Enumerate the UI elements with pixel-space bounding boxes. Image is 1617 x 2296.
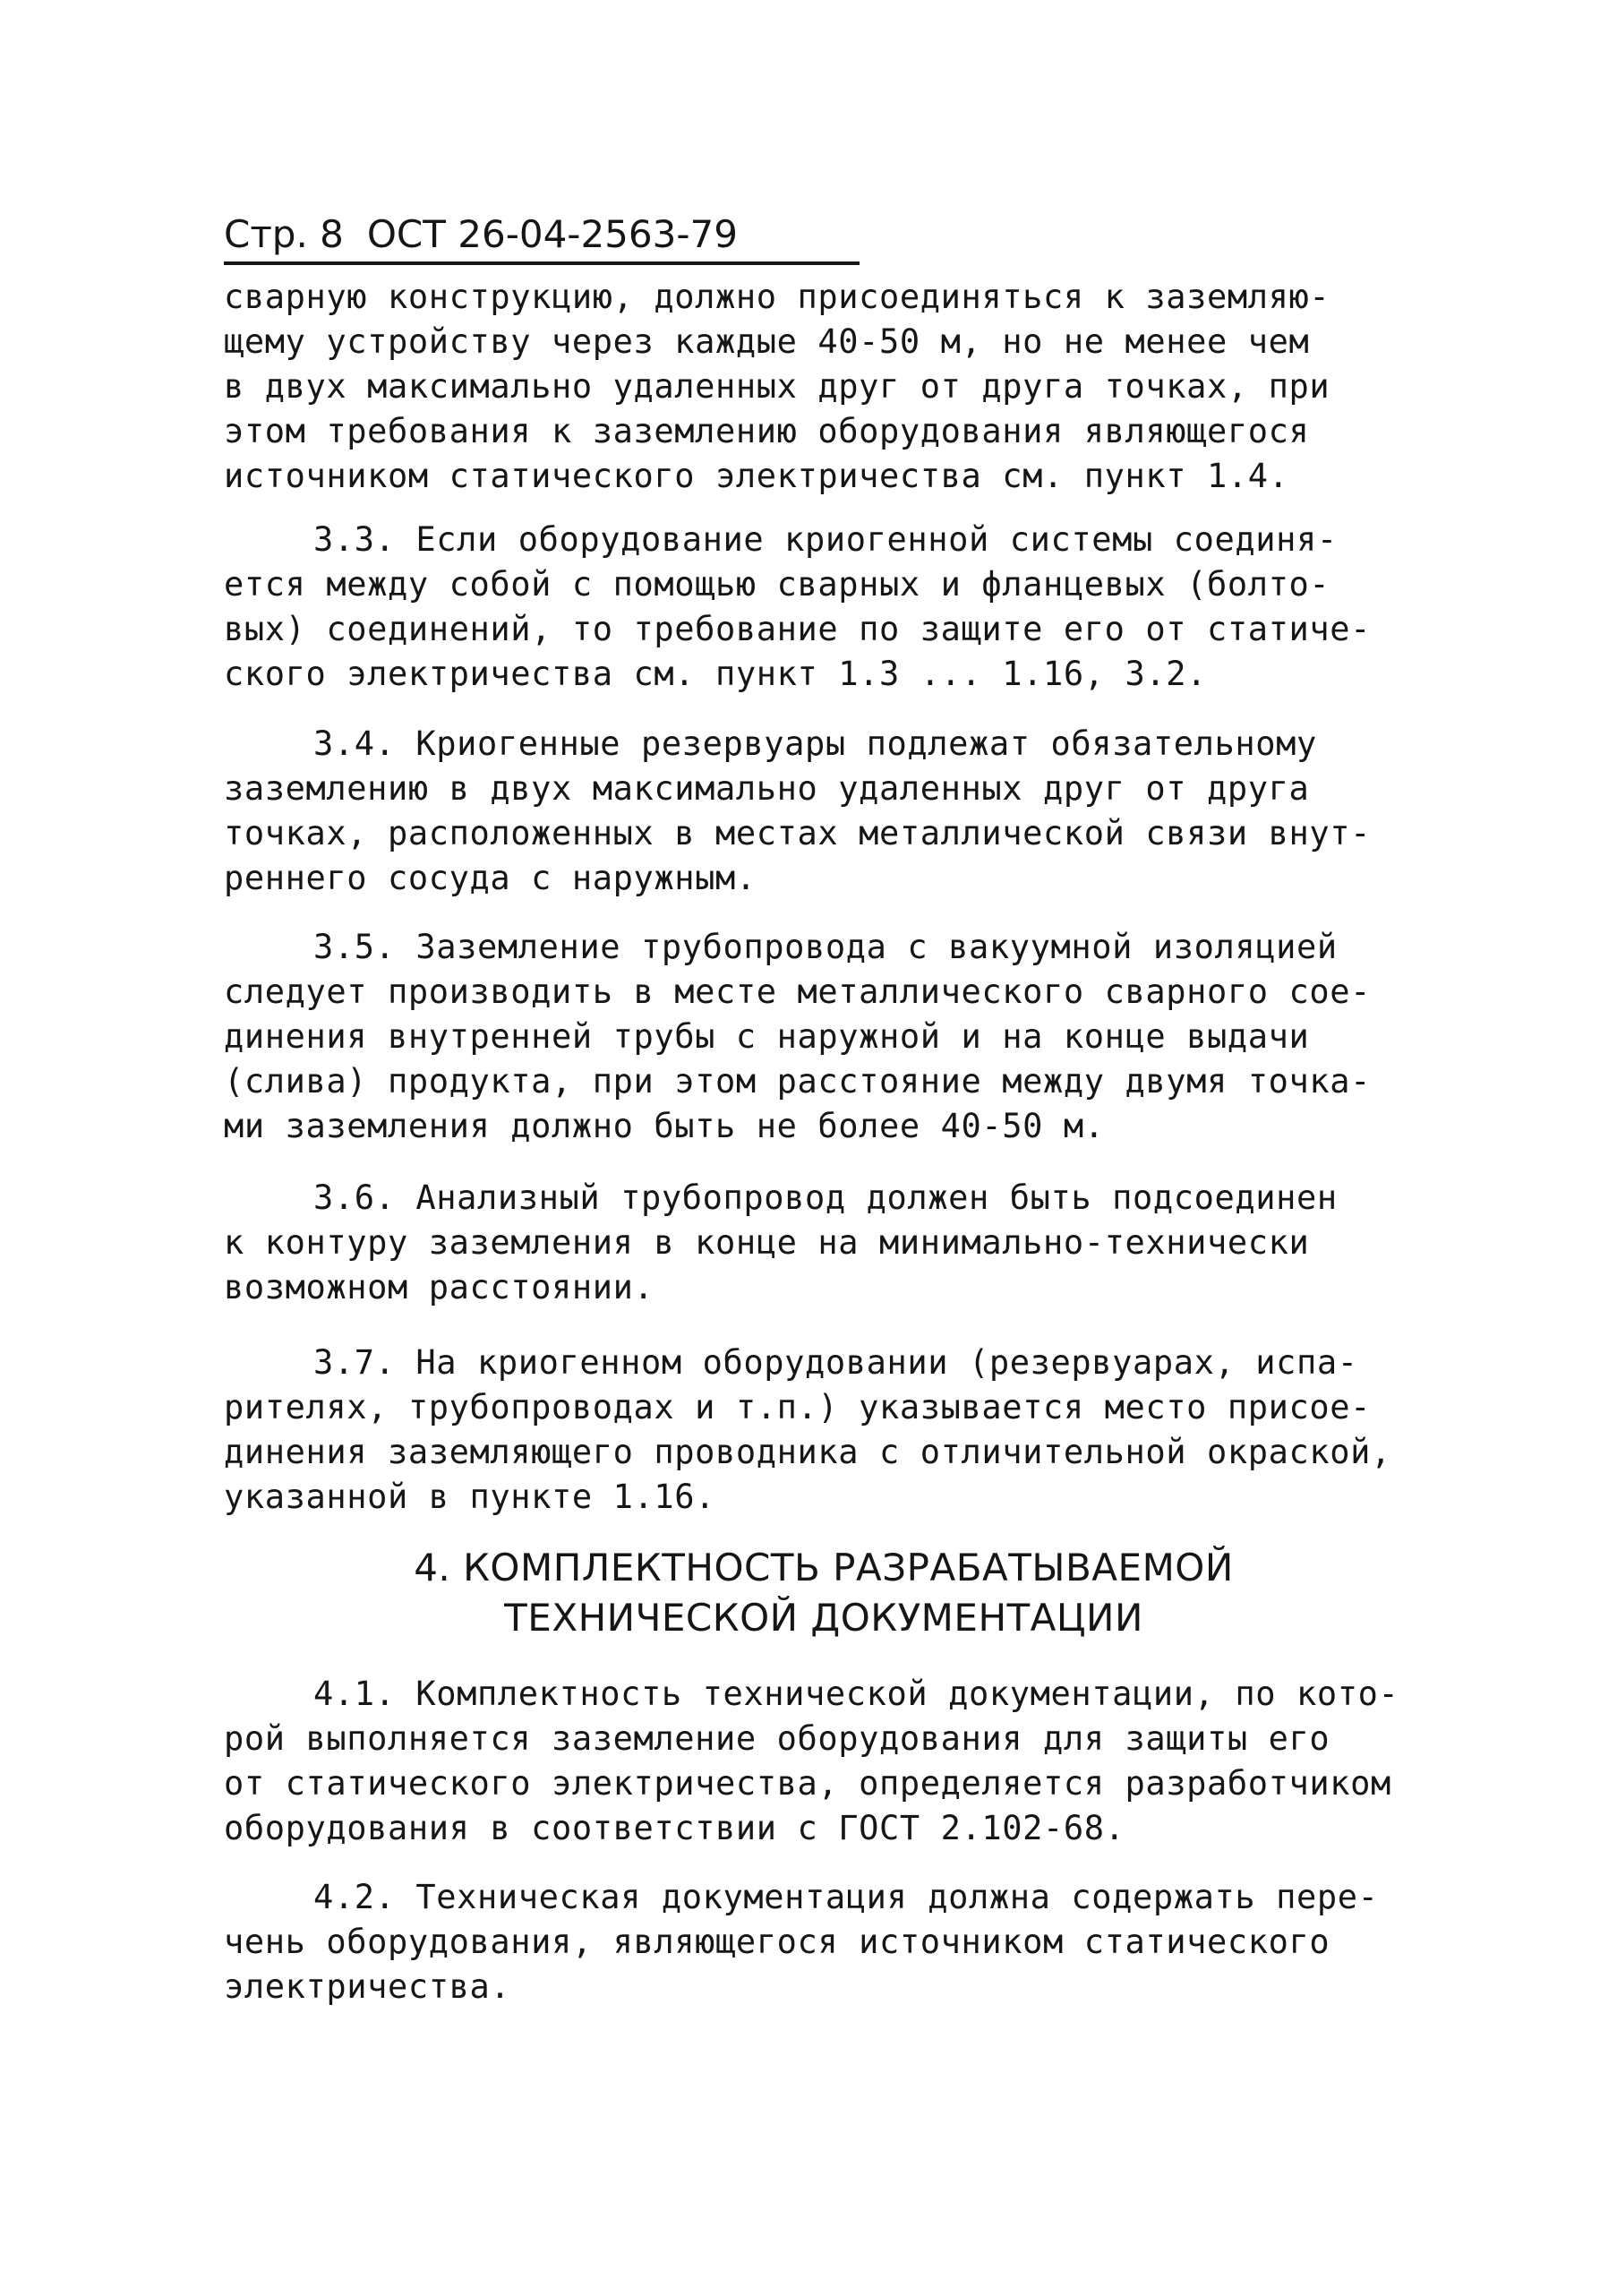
text-line: источником статического электричества см. пункт 1.4. xyxy=(224,457,1289,495)
paragraph-3-3 xyxy=(224,518,1424,697)
paragraph-3-2-continuation xyxy=(224,275,1424,499)
text-line: динения внутренней трубы с наружной и на конце выдачи xyxy=(224,1017,1310,1056)
text-line: ется между собой с помощью сварных и фланцевых (болто- xyxy=(224,565,1330,604)
page-number-label: Стр. 8 xyxy=(224,212,344,256)
paragraph-3-6 xyxy=(224,1176,1424,1310)
paragraph-4-1 xyxy=(224,1672,1424,1851)
text-line: этом требования к заземлению оборудования являющегося xyxy=(224,412,1310,450)
text-line: ского электричества см. пункт 1.3 ... 1.16, 3.2. xyxy=(224,655,1208,693)
paragraph-3-7 xyxy=(224,1341,1424,1520)
text-line: (слива) продукта, при этом расстояние между двумя точка- xyxy=(224,1062,1372,1101)
text-line: 3.5. Заземление трубопровода с вакуумной изоляцией xyxy=(313,928,1338,966)
text-line: оборудования в соответствии с ГОСТ 2.102-68. xyxy=(224,1809,1125,1847)
text-line: в двух максимально удаленных друг от друга точках, при xyxy=(224,367,1330,406)
text-line: реннего сосуда с наружным. xyxy=(224,859,757,897)
paragraph-3-5 xyxy=(224,925,1424,1149)
section-title-line: ТЕХНИЧЕСКОЙ ДОКУМЕНТАЦИИ xyxy=(504,1596,1143,1640)
text-line: ми заземления должно быть не более 40-50 м. xyxy=(224,1107,1105,1145)
text-line: рителях, трубопроводах и т.п.) указывается место присое- xyxy=(224,1388,1372,1426)
section-4-heading xyxy=(224,1543,1424,1643)
text-line: динения заземляющего проводника с отличительной окраской, xyxy=(224,1433,1391,1471)
section-title-line: 4. КОМПЛЕКТНОСТЬ РАЗРАБАТЫВАЕМОЙ xyxy=(414,1546,1234,1589)
text-line: заземлению в двух максимально удаленных друг от друга xyxy=(224,769,1310,808)
paragraph-4-2 xyxy=(224,1875,1424,2009)
text-line: 3.3. Если оборудование криогенной системы соединя- xyxy=(313,520,1338,559)
text-line: к контуру заземления в конце на минимально-технически xyxy=(224,1223,1310,1262)
text-line: сварную конструкцию, должно присоединяться к заземляю- xyxy=(224,278,1330,316)
text-line: 4.2. Техническая документация должна содержать пере- xyxy=(313,1878,1379,1916)
text-line: 3.6. Анализный трубопровод должен быть подсоединен xyxy=(313,1178,1338,1217)
text-line: возможном расстоянии. xyxy=(224,1268,654,1306)
text-line: вых) соединений, то требование по защите его от статиче- xyxy=(224,610,1372,648)
text-line: чень оборудования, являющегося источником статического xyxy=(224,1923,1330,1961)
text-line: рой выполняется заземление оборудования для защиты его xyxy=(224,1719,1330,1758)
text-line: электричества. xyxy=(224,1967,511,2006)
paragraph-3-4 xyxy=(224,722,1424,901)
page-header xyxy=(224,208,860,265)
text-line: 4.1. Комплектность технической документации, по кото- xyxy=(313,1675,1399,1713)
text-line: указанной в пункте 1.16. xyxy=(224,1478,716,1516)
text-line: от статического электричества, определяется разработчиком xyxy=(224,1764,1391,1803)
text-line: следует производить в месте металлического сварного сое- xyxy=(224,972,1372,1011)
text-line: точках, расположенных в местах металлической связи внут- xyxy=(224,814,1372,852)
text-line: 3.7. На криогенном оборудовании (резервуарах, испа- xyxy=(313,1343,1358,1382)
text-line: 3.4. Криогенные резервуары подлежат обязательному xyxy=(313,724,1317,763)
document-code: ОСТ 26-04-2563-79 xyxy=(366,212,738,256)
text-line: щему устройству через каждые 40-50 м, но не менее чем xyxy=(224,322,1310,361)
